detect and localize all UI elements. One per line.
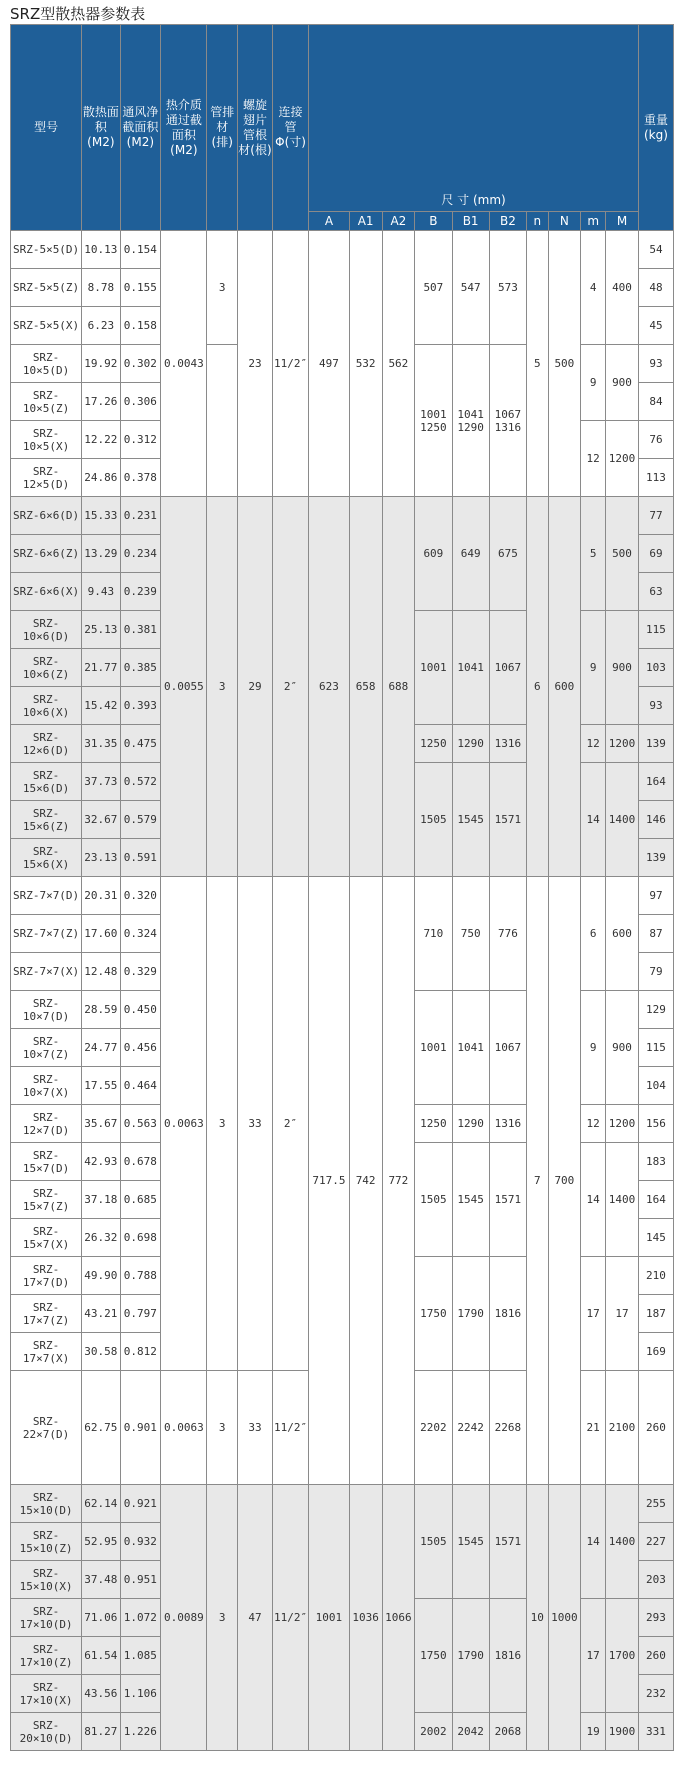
cell-model: SRZ-10×6(X) <box>11 687 82 725</box>
cell-airflow: 0.932 <box>120 1523 161 1561</box>
cell-weight: 227 <box>638 1523 673 1561</box>
cell-airflow: 0.572 <box>120 763 161 801</box>
cell-model: SRZ-10×6(Z) <box>11 649 82 687</box>
cell-airflow: 0.579 <box>120 801 161 839</box>
cell-fin-tubes: 29 <box>237 497 272 877</box>
cell-model: SRZ-6×6(D) <box>11 497 82 535</box>
cell-model: SRZ-6×6(X) <box>11 573 82 611</box>
cell-weight: 93 <box>638 687 673 725</box>
cell-dim-m-big: 1400 <box>606 1485 639 1599</box>
cell-fin-tubes: 33 <box>237 1371 272 1485</box>
cell-airflow: 0.678 <box>120 1143 161 1181</box>
cell-airflow: 0.302 <box>120 345 161 383</box>
cell-airflow: 0.475 <box>120 725 161 763</box>
cell-dim-b1: 1041 <box>452 991 489 1105</box>
cell-dim-b: 1001 <box>415 611 452 725</box>
cell-dim-m-big: 1900 <box>606 1713 639 1751</box>
cell-dim-b1: 1290 <box>452 1105 489 1143</box>
cell-dim-b1: 750 <box>452 877 489 991</box>
cell-area: 13.29 <box>82 535 120 573</box>
cell-area: 42.93 <box>82 1143 120 1181</box>
cell-airflow: 1.085 <box>120 1637 161 1675</box>
header-weight: 重量(kg) <box>638 25 673 231</box>
cell-airflow: 0.563 <box>120 1105 161 1143</box>
cell-weight: 156 <box>638 1105 673 1143</box>
cell-dim-b2: 1316 <box>489 725 526 763</box>
cell-area: 10.13 <box>82 231 120 269</box>
cell-model: SRZ-15×10(X) <box>11 1561 82 1599</box>
cell-model: SRZ-17×10(Z) <box>11 1637 82 1675</box>
cell-airflow: 0.312 <box>120 421 161 459</box>
cell-model: SRZ-6×6(Z) <box>11 535 82 573</box>
cell-dim-b1: 1545 <box>452 1485 489 1599</box>
cell-dim-b1: 547 <box>452 231 489 345</box>
cell-airflow: 0.234 <box>120 535 161 573</box>
cell-airflow: 0.154 <box>120 231 161 269</box>
cell-airflow: 0.464 <box>120 1067 161 1105</box>
cell-model: SRZ-17×7(D) <box>11 1257 82 1295</box>
cell-airflow: 0.698 <box>120 1219 161 1257</box>
cell-area: 17.55 <box>82 1067 120 1105</box>
cell-model: SRZ-7×7(D) <box>11 877 82 915</box>
cell-pipe: 2″ <box>272 877 308 1371</box>
cell-weight: 255 <box>638 1485 673 1523</box>
cell-airflow: 0.901 <box>120 1371 161 1485</box>
cell-area: 71.06 <box>82 1599 120 1637</box>
cell-pipe: 11/2″ <box>272 1371 308 1485</box>
cell-dim-b2: 1571 <box>489 1485 526 1599</box>
header-tube-rows: 管排材(排) <box>207 25 237 231</box>
cell-weight: 187 <box>638 1295 673 1333</box>
cell-model: SRZ-12×5(D) <box>11 459 82 497</box>
cell-dim-b1: 1290 <box>452 725 489 763</box>
cell-airflow: 1.106 <box>120 1675 161 1713</box>
cell-model: SRZ-20×10(D) <box>11 1713 82 1751</box>
cell-weight: 54 <box>638 231 673 269</box>
cell-weight: 63 <box>638 573 673 611</box>
cell-model: SRZ-10×7(D) <box>11 991 82 1029</box>
cell-dim-b2: 776 <box>489 877 526 991</box>
cell-model: SRZ-7×7(X) <box>11 953 82 991</box>
cell-dim-m-big: 900 <box>606 991 639 1105</box>
cell-dim-b: 1250 <box>415 725 452 763</box>
cell-dim-m-big: 500 <box>606 497 639 611</box>
cell-dim-b: 1505 <box>415 763 452 877</box>
cell-weight: 164 <box>638 1181 673 1219</box>
cell-weight: 169 <box>638 1333 673 1371</box>
cell-dim-m-small: 17 <box>581 1257 606 1371</box>
cell-model: SRZ-15×6(X) <box>11 839 82 877</box>
cell-weight: 103 <box>638 649 673 687</box>
header-airflow: 通风净截面积(M2) <box>120 25 161 231</box>
cell-tube-rows: 3 <box>207 877 237 1371</box>
cell-airflow: 0.324 <box>120 915 161 953</box>
cell-dim-a1: 742 <box>349 877 382 1485</box>
cell-dim-b1: 1545 <box>452 1143 489 1257</box>
cell-airflow: 0.329 <box>120 953 161 991</box>
cell-weight: 203 <box>638 1561 673 1599</box>
cell-pipe: 11/2″ <box>272 1485 308 1751</box>
cell-area: 61.54 <box>82 1637 120 1675</box>
cell-dim-n-big: 700 <box>548 877 581 1485</box>
cell-dim-b: 1001 1250 <box>415 345 452 497</box>
cell-area: 15.42 <box>82 687 120 725</box>
cell-area: 37.73 <box>82 763 120 801</box>
cell-model: SRZ-10×5(D) <box>11 345 82 383</box>
cell-dim-b2: 2268 <box>489 1371 526 1485</box>
cell-dim-a2: 772 <box>382 877 415 1485</box>
cell-tube-rows: 3 <box>207 1371 237 1485</box>
cell-dim-m-small: 12 <box>581 725 606 763</box>
cell-model: SRZ-17×10(X) <box>11 1675 82 1713</box>
cell-area: 26.32 <box>82 1219 120 1257</box>
header-dim-a1: A1 <box>349 212 382 231</box>
cell-area: 8.78 <box>82 269 120 307</box>
cell-area: 43.21 <box>82 1295 120 1333</box>
cell-weight: 93 <box>638 345 673 383</box>
cell-dim-b1: 1790 <box>452 1599 489 1713</box>
cell-dim-b: 710 <box>415 877 452 991</box>
cell-area: 15.33 <box>82 497 120 535</box>
cell-area: 23.13 <box>82 839 120 877</box>
table-row <box>11 877 674 915</box>
cell-dim-m-big: 1200 <box>606 421 639 497</box>
group-5 <box>11 231 674 497</box>
cell-dim-n-big: 1000 <box>548 1485 581 1751</box>
cell-dim-a2: 1066 <box>382 1485 415 1751</box>
cell-model: SRZ-10×5(X) <box>11 421 82 459</box>
group-6 <box>11 497 674 877</box>
cell-area: 35.67 <box>82 1105 120 1143</box>
cell-weight: 77 <box>638 497 673 535</box>
cell-area: 43.56 <box>82 1675 120 1713</box>
cell-model: SRZ-15×7(X) <box>11 1219 82 1257</box>
cell-dim-m-small: 5 <box>581 497 606 611</box>
cell-weight: 115 <box>638 611 673 649</box>
table-row <box>11 497 674 535</box>
header-medium: 热介质通过截面积(M2) <box>161 25 207 231</box>
cell-dim-b: 2002 <box>415 1713 452 1751</box>
cell-area: 17.60 <box>82 915 120 953</box>
cell-dim-m-small: 4 <box>581 231 606 345</box>
cell-dim-m-small: 21 <box>581 1371 606 1485</box>
cell-model: SRZ-10×5(Z) <box>11 383 82 421</box>
cell-dim-n-big: 500 <box>548 231 581 497</box>
cell-airflow: 0.450 <box>120 991 161 1029</box>
cell-airflow: 0.385 <box>120 649 161 687</box>
page-title: SRZ型散热器参数表 <box>10 5 146 23</box>
header-dim-m-big: M <box>606 212 639 231</box>
cell-medium: 0.0063 <box>161 877 207 1371</box>
cell-weight: 331 <box>638 1713 673 1751</box>
cell-airflow: 0.231 <box>120 497 161 535</box>
cell-weight: 183 <box>638 1143 673 1181</box>
cell-airflow: 1.072 <box>120 1599 161 1637</box>
header-pipe: 连接管Φ(寸) <box>272 25 308 231</box>
cell-dim-a: 1001 <box>309 1485 350 1751</box>
cell-airflow: 0.788 <box>120 1257 161 1295</box>
cell-model: SRZ-15×6(Z) <box>11 801 82 839</box>
cell-tube-rows <box>207 345 237 497</box>
cell-dim-m-big: 1700 <box>606 1599 639 1713</box>
cell-area: 25.13 <box>82 611 120 649</box>
cell-dim-m-small: 9 <box>581 345 606 421</box>
cell-model: SRZ-12×7(D) <box>11 1105 82 1143</box>
cell-dim-a: 717.5 <box>309 877 350 1485</box>
cell-model: SRZ-17×7(X) <box>11 1333 82 1371</box>
header-dim-a: A <box>309 212 350 231</box>
cell-dim-n-small: 5 <box>527 231 548 497</box>
cell-area: 37.18 <box>82 1181 120 1219</box>
header-dim-b2: B2 <box>489 212 526 231</box>
cell-dim-a1: 1036 <box>349 1485 382 1751</box>
cell-weight: 76 <box>638 421 673 459</box>
cell-dim-m-big: 1400 <box>606 1143 639 1257</box>
cell-airflow: 0.239 <box>120 573 161 611</box>
cell-dim-b: 1250 <box>415 1105 452 1143</box>
cell-model: SRZ-10×6(D) <box>11 611 82 649</box>
group-10 <box>11 1485 674 1751</box>
cell-model: SRZ-7×7(Z) <box>11 915 82 953</box>
header-dimensions: 尺 寸 (mm) <box>309 25 639 212</box>
cell-dim-b1: 649 <box>452 497 489 611</box>
cell-area: 12.22 <box>82 421 120 459</box>
cell-dim-m-small: 12 <box>581 421 606 497</box>
cell-dim-b2: 1571 <box>489 763 526 877</box>
cell-dim-m-big: 600 <box>606 877 639 991</box>
cell-airflow: 0.951 <box>120 1561 161 1599</box>
cell-area: 32.67 <box>82 801 120 839</box>
cell-dim-b2: 573 <box>489 231 526 345</box>
cell-airflow: 0.393 <box>120 687 161 725</box>
cell-dim-a: 623 <box>309 497 350 877</box>
cell-dim-b2: 1816 <box>489 1599 526 1713</box>
cell-area: 9.43 <box>82 573 120 611</box>
header-dim-b1: B1 <box>452 212 489 231</box>
cell-dim-b: 1750 <box>415 1257 452 1371</box>
cell-dim-b2: 2068 <box>489 1713 526 1751</box>
cell-dim-m-big: 900 <box>606 611 639 725</box>
cell-dim-m-big: 1400 <box>606 763 639 877</box>
cell-airflow: 0.456 <box>120 1029 161 1067</box>
cell-dim-b2: 1067 <box>489 611 526 725</box>
cell-dim-m-small: 6 <box>581 877 606 991</box>
cell-airflow: 0.158 <box>120 307 161 345</box>
cell-dim-m-small: 12 <box>581 1105 606 1143</box>
cell-dim-b2: 1816 <box>489 1257 526 1371</box>
cell-area: 30.58 <box>82 1333 120 1371</box>
cell-area: 12.48 <box>82 953 120 991</box>
cell-dim-b2: 1067 1316 <box>489 345 526 497</box>
cell-dim-b1: 1041 1290 <box>452 345 489 497</box>
cell-weight: 146 <box>638 801 673 839</box>
cell-tube-rows: 3 <box>207 1485 237 1751</box>
cell-fin-tubes: 33 <box>237 877 272 1371</box>
cell-pipe: 11/2″ <box>272 231 308 497</box>
cell-model: SRZ-15×10(Z) <box>11 1523 82 1561</box>
cell-area: 28.59 <box>82 991 120 1029</box>
header-fin-tubes: 螺旋翅片管根材(根) <box>237 25 272 231</box>
cell-dim-m-big: 1200 <box>606 1105 639 1143</box>
cell-airflow: 0.797 <box>120 1295 161 1333</box>
cell-dim-n-small: 10 <box>527 1485 548 1751</box>
cell-dim-n-small: 7 <box>527 877 548 1485</box>
cell-dim-a1: 532 <box>349 231 382 497</box>
cell-area: 21.77 <box>82 649 120 687</box>
cell-dim-n-big: 600 <box>548 497 581 877</box>
cell-model: SRZ-5×5(D) <box>11 231 82 269</box>
group-7 <box>11 877 674 1485</box>
cell-model: SRZ-10×7(Z) <box>11 1029 82 1067</box>
cell-area: 19.92 <box>82 345 120 383</box>
cell-dim-m-big: 2100 <box>606 1371 639 1485</box>
cell-area: 24.86 <box>82 459 120 497</box>
cell-dim-b: 1001 <box>415 991 452 1105</box>
cell-area: 31.35 <box>82 725 120 763</box>
cell-area: 6.23 <box>82 307 120 345</box>
cell-area: 24.77 <box>82 1029 120 1067</box>
cell-medium: 0.0055 <box>161 497 207 877</box>
cell-fin-tubes: 47 <box>237 1485 272 1751</box>
cell-dim-a: 497 <box>309 231 350 497</box>
cell-airflow: 1.226 <box>120 1713 161 1751</box>
cell-weight: 232 <box>638 1675 673 1713</box>
cell-dim-a1: 658 <box>349 497 382 877</box>
cell-dim-b: 1505 <box>415 1143 452 1257</box>
cell-dim-b: 609 <box>415 497 452 611</box>
cell-model: SRZ-15×6(D) <box>11 763 82 801</box>
header-dim-m-small: m <box>581 212 606 231</box>
header-model: 型号 <box>11 25 82 231</box>
cell-dim-m-small: 19 <box>581 1713 606 1751</box>
cell-weight: 48 <box>638 269 673 307</box>
cell-dim-m-small: 14 <box>581 1143 606 1257</box>
cell-weight: 164 <box>638 763 673 801</box>
table-row <box>11 1485 674 1523</box>
spec-table <box>10 24 674 1751</box>
cell-weight: 145 <box>638 1219 673 1257</box>
cell-area: 62.14 <box>82 1485 120 1523</box>
cell-pipe: 2″ <box>272 497 308 877</box>
cell-airflow: 0.591 <box>120 839 161 877</box>
cell-medium: 0.0063 <box>161 1371 207 1485</box>
cell-airflow: 0.381 <box>120 611 161 649</box>
cell-dim-b: 1750 <box>415 1599 452 1713</box>
cell-dim-a2: 688 <box>382 497 415 877</box>
cell-dim-m-big: 17 <box>606 1257 639 1371</box>
cell-weight: 115 <box>638 1029 673 1067</box>
cell-weight: 293 <box>638 1599 673 1637</box>
cell-dim-m-small: 14 <box>581 763 606 877</box>
cell-model: SRZ-12×6(D) <box>11 725 82 763</box>
cell-dim-b1: 2042 <box>452 1713 489 1751</box>
cell-area: 20.31 <box>82 877 120 915</box>
cell-dim-m-big: 400 <box>606 231 639 345</box>
header-area: 散热面积(M2) <box>82 25 120 231</box>
cell-airflow: 0.320 <box>120 877 161 915</box>
cell-model: SRZ-17×7(Z) <box>11 1295 82 1333</box>
cell-area: 49.90 <box>82 1257 120 1295</box>
cell-dim-m-small: 14 <box>581 1485 606 1599</box>
cell-weight: 129 <box>638 991 673 1029</box>
cell-weight: 113 <box>638 459 673 497</box>
cell-weight: 260 <box>638 1637 673 1675</box>
cell-dim-b2: 1316 <box>489 1105 526 1143</box>
cell-weight: 79 <box>638 953 673 991</box>
cell-airflow: 0.685 <box>120 1181 161 1219</box>
cell-weight: 260 <box>638 1371 673 1485</box>
cell-dim-b1: 2242 <box>452 1371 489 1485</box>
cell-weight: 104 <box>638 1067 673 1105</box>
cell-model: SRZ-5×5(Z) <box>11 269 82 307</box>
cell-area: 52.95 <box>82 1523 120 1561</box>
cell-dim-b2: 675 <box>489 497 526 611</box>
cell-dim-n-small: 6 <box>527 497 548 877</box>
cell-dim-m-small: 9 <box>581 991 606 1105</box>
table-row <box>11 231 674 269</box>
cell-dim-b1: 1041 <box>452 611 489 725</box>
cell-airflow: 0.306 <box>120 383 161 421</box>
cell-dim-m-big: 1200 <box>606 725 639 763</box>
header-dim-b: B <box>415 212 452 231</box>
cell-weight: 84 <box>638 383 673 421</box>
cell-dim-b2: 1067 <box>489 991 526 1105</box>
cell-tube-rows: 3 <box>207 497 237 877</box>
cell-dim-b: 2202 <box>415 1371 452 1485</box>
cell-airflow: 0.155 <box>120 269 161 307</box>
header-dim-n-small: n <box>527 212 548 231</box>
cell-weight: 45 <box>638 307 673 345</box>
cell-model: SRZ-15×7(D) <box>11 1143 82 1181</box>
cell-model: SRZ-17×10(D) <box>11 1599 82 1637</box>
cell-area: 62.75 <box>82 1371 120 1485</box>
cell-area: 37.48 <box>82 1561 120 1599</box>
cell-airflow: 0.812 <box>120 1333 161 1371</box>
cell-dim-b1: 1545 <box>452 763 489 877</box>
cell-dim-m-small: 9 <box>581 611 606 725</box>
cell-medium: 0.0089 <box>161 1485 207 1751</box>
cell-airflow: 0.378 <box>120 459 161 497</box>
header-dim-n-big: N <box>548 212 581 231</box>
cell-dim-b1: 1790 <box>452 1257 489 1371</box>
cell-weight: 87 <box>638 915 673 953</box>
cell-medium: 0.0043 <box>161 231 207 497</box>
header-dim-a2: A2 <box>382 212 415 231</box>
cell-airflow: 0.921 <box>120 1485 161 1523</box>
cell-model: SRZ-22×7(D) <box>11 1371 82 1485</box>
cell-model: SRZ-5×5(X) <box>11 307 82 345</box>
cell-dim-m-big: 900 <box>606 345 639 421</box>
cell-area: 81.27 <box>82 1713 120 1751</box>
cell-model: SRZ-15×10(D) <box>11 1485 82 1523</box>
cell-tube-rows: 3 <box>207 231 237 345</box>
cell-dim-a2: 562 <box>382 231 415 497</box>
cell-dim-b: 507 <box>415 231 452 345</box>
cell-model: SRZ-15×7(Z) <box>11 1181 82 1219</box>
cell-weight: 69 <box>638 535 673 573</box>
cell-weight: 210 <box>638 1257 673 1295</box>
cell-weight: 139 <box>638 839 673 877</box>
cell-fin-tubes: 23 <box>237 231 272 497</box>
cell-model: SRZ-10×7(X) <box>11 1067 82 1105</box>
cell-dim-m-small: 17 <box>581 1599 606 1713</box>
cell-dim-b2: 1571 <box>489 1143 526 1257</box>
cell-dim-b: 1505 <box>415 1485 452 1599</box>
cell-weight: 139 <box>638 725 673 763</box>
cell-weight: 97 <box>638 877 673 915</box>
cell-area: 17.26 <box>82 383 120 421</box>
